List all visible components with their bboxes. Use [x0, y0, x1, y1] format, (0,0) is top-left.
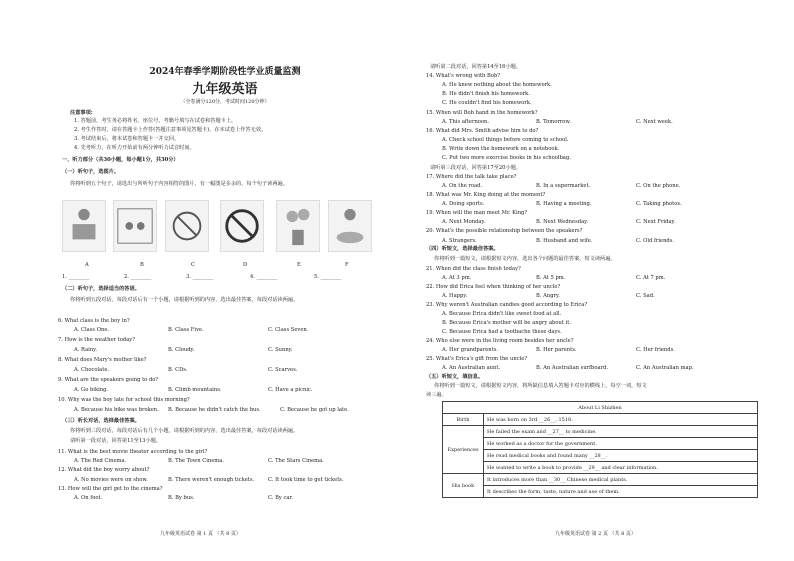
question: 24. Who else were in the living room besides her uncle?: [426, 338, 574, 344]
part-desc: 你将听到一篇短文，请根据短文内容，选出各个问题的最佳答案，短文读两遍。: [434, 256, 616, 262]
option[interactable]: A. He knew nothing about the homework.: [442, 82, 552, 88]
option[interactable]: A. Class One.: [74, 327, 110, 333]
option[interactable]: A. At 3 pm.: [442, 275, 472, 281]
option[interactable]: C. Sunny.: [268, 347, 293, 353]
picture-e: [276, 200, 320, 252]
question: 7. How is the weather today?: [58, 337, 136, 343]
picture-b: [113, 200, 157, 252]
option[interactable]: A. Because Erica didn't like sweet food at all.: [442, 311, 562, 317]
part-intro: 请听第二段对话，回答第14至16小题。: [430, 64, 522, 70]
question: 10. Why was the boy late for school this morning?: [58, 397, 190, 403]
option[interactable]: C. Because he got up late.: [280, 407, 349, 413]
option[interactable]: A. This afternoon.: [442, 119, 490, 125]
option[interactable]: C. It took time to get tickets.: [268, 477, 344, 483]
option[interactable]: A. On foot.: [74, 495, 103, 501]
option[interactable]: C. Put two more exercise books in his schoolbag.: [442, 155, 571, 161]
part-heading: （一）听句子，选图片。: [62, 169, 120, 175]
question: 25. What's Erica's gift from the uncle?: [426, 356, 528, 362]
question: 22. How did Erica feel when thinking of her uncle?: [426, 284, 561, 290]
question: 18. What was Mr. King doing at the moment?: [426, 192, 546, 198]
option[interactable]: A. An Australian aunt.: [442, 365, 501, 371]
option[interactable]: B. In a supermarket.: [536, 183, 591, 189]
notice-item: 4. 先考听力，在听力开始前有两分钟听力试音时间。: [74, 145, 195, 151]
question: 6. What class is the boy in?: [58, 318, 130, 324]
exam-note: （全卷满分120分，考试时间120分钟）: [180, 99, 270, 105]
table-title: About Li Shizhen: [443, 402, 758, 414]
row-text: He wanted to write a book to provide __29__ and clear information.: [484, 462, 758, 474]
option[interactable]: B. Write down the homework on a notebook.: [442, 146, 560, 152]
option[interactable]: A. Strangers.: [442, 238, 477, 244]
question: 15. When will Bob hand in the homework?: [426, 110, 538, 116]
option[interactable]: B. Husband and wife.: [536, 238, 593, 244]
option[interactable]: B. He didn't finish his homework.: [442, 91, 530, 97]
row-text: He was born on 3rd __26__, 1518.: [484, 414, 758, 426]
part-intro: 请听第一段对话，回答第11至13小题。: [70, 438, 162, 444]
row-category: Birth: [443, 414, 484, 426]
pic-label: D: [243, 262, 248, 268]
option[interactable]: A. Go biking.: [74, 387, 109, 393]
option[interactable]: B. An Australian surfboard.: [536, 365, 609, 371]
option[interactable]: B. Because Erica's mother will be angry about it.: [442, 320, 571, 326]
option[interactable]: A. Her grandparents.: [442, 347, 499, 353]
option[interactable]: C. Next Friday.: [636, 219, 676, 225]
question: 23. Why weren't Australian candies good according to Erica?: [426, 302, 588, 308]
table-row: [443, 426, 758, 438]
part-heading: （四）听短文，选择最佳答案。: [426, 246, 499, 252]
notice-heading: 注意事项:: [70, 110, 93, 116]
part-desc: 你将听到五段对话，每段对话后有一个小题，请根据听到的内容，选出最佳答案，每段对话读两遍。: [70, 297, 299, 303]
row-text: He read medical books and found many __28__.: [484, 450, 758, 462]
option[interactable]: C. An Australian map.: [636, 365, 694, 371]
picture-c: [165, 200, 209, 252]
question: 19. When will the man meet Mr. King?: [426, 210, 528, 216]
option[interactable]: C. Have a picnic.: [268, 387, 313, 393]
option[interactable]: B. At 5 pm.: [536, 275, 566, 281]
question: 20. What's the possible relationship between the speakers?: [426, 228, 583, 234]
question: 11. What is the best movie theater according to the girl?: [58, 449, 208, 455]
answer-blank[interactable]: 4. ________: [250, 274, 278, 280]
question: 21. When did the class finish today?: [426, 266, 521, 272]
part-desc: 读三遍。: [426, 392, 447, 398]
question: 17. Where did the talk take place?: [426, 174, 517, 180]
option[interactable]: B. Having a meeting.: [536, 201, 592, 207]
page-footer: 九年级英语试卷 第 2 页 （共 8 页）: [555, 531, 636, 537]
option[interactable]: A. Chocolate.: [74, 367, 110, 373]
option[interactable]: B. Her parents.: [536, 347, 577, 353]
option[interactable]: C. At 7 pm.: [636, 275, 666, 281]
notice-item: 2. 考生作答时，请在答题卡上作答(答题注意事项见答题卡)，在本试卷上作答无效。: [74, 127, 267, 133]
answer-blank[interactable]: 5. ________: [314, 274, 342, 280]
answer-blank[interactable]: 1. ________: [62, 274, 90, 280]
table-row: [443, 414, 758, 426]
option[interactable]: B. Angry.: [536, 293, 560, 299]
pic-label: C: [191, 262, 195, 268]
option[interactable]: C. Scarves.: [268, 367, 298, 373]
option[interactable]: C. Because Erica had a toothache these days.: [442, 329, 562, 335]
option[interactable]: B. Tomorrow.: [536, 119, 571, 125]
picture-d: [220, 200, 264, 252]
question: 14. What's wrong with Bob?: [426, 73, 501, 79]
option[interactable]: A. On the road.: [442, 183, 483, 189]
part-heading: （二）听句子，选择适当的答语。: [62, 286, 140, 292]
option[interactable]: C. Next week.: [636, 119, 673, 125]
option[interactable]: B. CDs.: [168, 367, 188, 373]
option[interactable]: A. Rainy.: [74, 347, 98, 353]
option[interactable]: B. The Town Cinema.: [168, 458, 224, 464]
question: 16. What did Mrs. Smith advise him to do?: [426, 128, 539, 134]
picture-f: [328, 200, 372, 252]
question: 12. What did the boy worry about?: [58, 467, 150, 473]
option[interactable]: B. There weren't enough tickets.: [168, 477, 255, 483]
exam-subject: 九年级英语: [192, 82, 258, 97]
option[interactable]: A. Because his bike was broken.: [74, 407, 159, 413]
picture-a: [62, 200, 106, 252]
table-row: [443, 474, 758, 486]
row-text: He worked as a doctor for the government.: [484, 438, 758, 450]
notice-item: 1. 答题前，考生务必将姓名、座位号、考籍号填写在试卷和答题卡上。: [74, 118, 237, 124]
page-footer: 九年级英语试卷 第 1 页 （共 8 页）: [160, 531, 241, 537]
info-table: [442, 401, 758, 498]
part-heading: （三）听长对话，选择最佳答案。: [62, 418, 140, 424]
part-desc: 你将听到一篇短文，请根据短文内容，将所缺信息填入答题卡对应的横线上，每空一词，短文: [434, 383, 647, 389]
option[interactable]: B. Class Five.: [168, 327, 204, 333]
row-category: Experiences: [443, 426, 484, 474]
part-desc: 你将听到三段对话，每段对话后有几个小题，请根据听到的内容，选出最佳答案，每段对话读两遍。: [70, 428, 299, 434]
option[interactable]: C. Sad.: [636, 293, 655, 299]
option[interactable]: A. Check school things before coming to school.: [442, 137, 569, 143]
option[interactable]: C. He couldn't find his homework.: [442, 100, 532, 106]
pic-label: A: [85, 262, 89, 268]
row-text: He failed the exam and __27__ to medicine.: [484, 426, 758, 438]
option[interactable]: A. Doing sports.: [442, 201, 485, 207]
section-heading: 一、听力部分（共30小题，每小题1分，共30分）: [62, 157, 179, 163]
pic-label: E: [297, 262, 301, 268]
option[interactable]: C. Taking photos.: [636, 201, 682, 207]
question: 13. How will the girl get to the cinema?: [58, 486, 163, 492]
option[interactable]: C. Her friends.: [636, 347, 675, 353]
option[interactable]: A. Happy.: [442, 293, 468, 299]
option[interactable]: B. Next Wednesday.: [536, 219, 589, 225]
notice-item: 3. 考试结束后，将本试卷和答题卡一并交回。: [74, 136, 180, 142]
row-text: It introduces more than __30__ Chinese medical plants.: [484, 474, 758, 486]
option[interactable]: B. Climb mountains.: [168, 387, 222, 393]
option[interactable]: C. By car.: [268, 495, 294, 501]
exam-title: 2024年春季学期阶段性学业质量监测: [149, 67, 301, 77]
option[interactable]: C. The Stars Cinema.: [268, 458, 324, 464]
answer-blank[interactable]: 2. ________: [124, 274, 152, 280]
option[interactable]: B. Cloudy.: [168, 347, 195, 353]
answer-blank[interactable]: 3. ________: [186, 274, 214, 280]
option[interactable]: A. No movies were on show.: [74, 477, 148, 483]
pic-label: F: [345, 262, 349, 268]
option[interactable]: C. On the phone.: [636, 183, 681, 189]
option[interactable]: A. Next Monday.: [442, 219, 486, 225]
option[interactable]: A. The Red Cinema.: [74, 458, 127, 464]
question: 9. What are the speakers going to do?: [58, 377, 159, 383]
question: 8. What does Mary's mother like?: [58, 357, 147, 363]
option[interactable]: B. By bus.: [168, 495, 195, 501]
row-text: It describes the form, taste, nature and use of them.: [484, 486, 758, 498]
part-heading: （五）听短文，填信息。: [426, 374, 484, 380]
option[interactable]: C. Class Seven.: [268, 327, 309, 333]
part-intro: 请听第三段对话，回答第17至20小题。: [430, 165, 522, 171]
part-desc: 你将听到五个句子，请选出与所听句子内容相符的图片，有一幅图是多余的，每个句子读两遍。: [70, 181, 288, 187]
pic-label: B: [140, 262, 144, 268]
option[interactable]: B. Because he didn't catch the bus.: [168, 407, 261, 413]
row-category: His book: [443, 474, 484, 498]
option[interactable]: C. Old friends.: [636, 238, 675, 244]
